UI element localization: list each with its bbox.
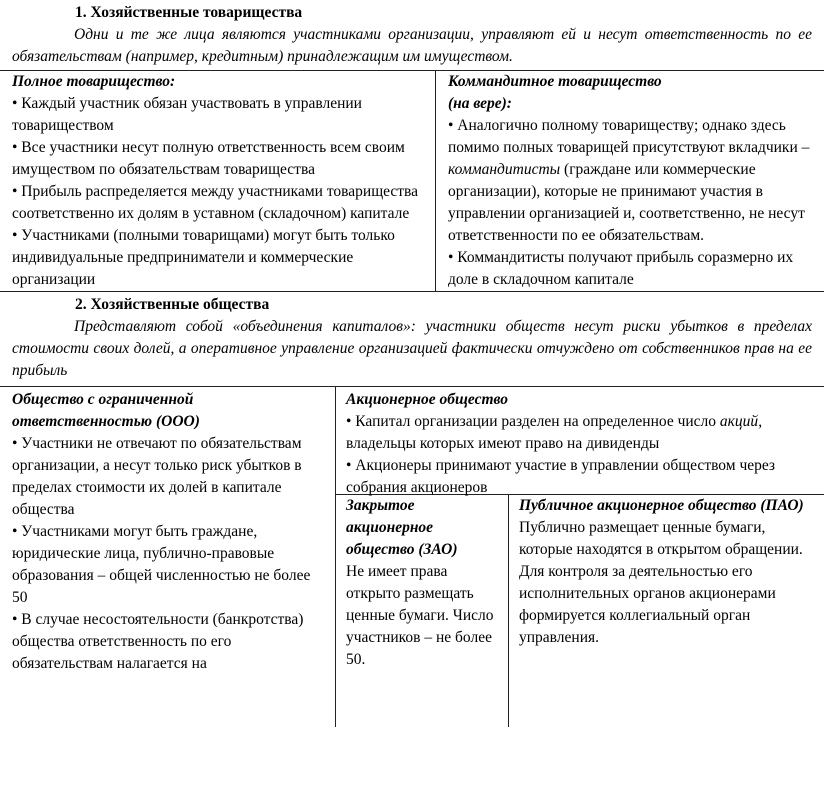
full-partnership-cell: [0, 71, 436, 291]
limited-partnership-item: • Коммандитисты получают прибыль соразмерно их доле в складочном капитале: [448, 249, 794, 288]
companies-table: [0, 386, 824, 727]
llc-item: • Участники не отвечают по обязательствам организации, а несут только риск убытков в пределах стоимости их долей в капитале общества: [12, 435, 302, 518]
limited-partnership-cell: [436, 71, 824, 291]
llc-cell: [0, 387, 336, 727]
section-1-description: Одни и те же лица являются участниками организации, управляют ей и несут ответственность по ее обязательствам (например, кредитным) принадлежащим им имуществом.: [12, 26, 812, 65]
section-1: [0, 0, 824, 68]
closed-jsc-cell: [336, 495, 509, 727]
closed-jsc-text: Не имеет права открыто размещать ценные бумаги. Число участников – не более 50.: [346, 563, 494, 668]
llc-item: • Участниками могут быть граждане, юридические лица, публично-правовые образования – общей численностью не более 50: [12, 523, 311, 606]
section-2-title: 2. Хозяйственные общества: [75, 296, 270, 313]
joint-stock-cell: [336, 387, 824, 727]
public-jsc-header: Публичное акционерное общество (ПАО): [519, 497, 804, 514]
joint-stock-header: Акционерное общество: [346, 391, 509, 408]
section-2-description: Представляют собой «объединения капиталов»: участники обществ несут риски убытков в пределах стоимости своих долей, а оперативное управление организацией фактически отчуждено от собственников прав на ее прибыль: [12, 318, 812, 379]
limited-partnership-subheader: (на вере):: [448, 95, 512, 112]
llc-header: Общество с ограниченной ответственностью (ООО): [12, 391, 200, 430]
joint-stock-item: • Капитал организации разделен на определенное число акций, владельцы которых имеют право на дивиденды: [346, 413, 763, 452]
joint-stock-subtypes: [336, 495, 824, 727]
public-jsc-text: Публично размещает ценные бумаги, которые находятся в открытом обращении. Для контроля за деятельностью его исполнительных органов акционерами формируется коллегиальный орган управления.: [519, 519, 803, 646]
section-1-title: 1. Хозяйственные товарищества: [75, 4, 303, 21]
full-partnership-item: • Прибыль распределяется между участниками товарищества соответственно их долям в уставном (складочном) капитале: [12, 183, 419, 222]
public-jsc-cell: [509, 495, 824, 727]
closed-jsc-header: Закрытое акционерное общество (ЗАО): [346, 497, 458, 558]
full-partnership-item: • Каждый участник обязан участвовать в управлении товариществом: [12, 95, 362, 134]
joint-stock-general: [336, 387, 824, 495]
limited-partnership-header: Коммандитное товарищество: [448, 73, 662, 90]
llc-item: • В случае несостоятельности (банкротства) общества ответственность по его обязательствам налагается на: [12, 611, 304, 672]
full-partnership-item: • Участниками (полными товарищами) могут быть только индивидуальные предприниматели и коммерческие организации: [12, 227, 395, 288]
joint-stock-item: • Акционеры принимают участие в управлении обществом через собрания акционеров: [346, 457, 776, 496]
section-2: [0, 292, 824, 386]
full-partnership-item: • Все участники несут полную ответственность всем своим имуществом по обязательствам товарищества: [12, 139, 405, 178]
partnerships-table: [0, 70, 824, 292]
limited-partnership-item: • Аналогично полному товариществу; однако здесь помимо полных товарищей присутствуют вкладчики – коммандитисты (граждане или коммерческие организации), которые не принимают участия в управлении организацией и, соответственно, не несут ответственности по ее обязательствам.: [448, 117, 810, 244]
full-partnership-header: Полное товарищество:: [12, 73, 176, 90]
